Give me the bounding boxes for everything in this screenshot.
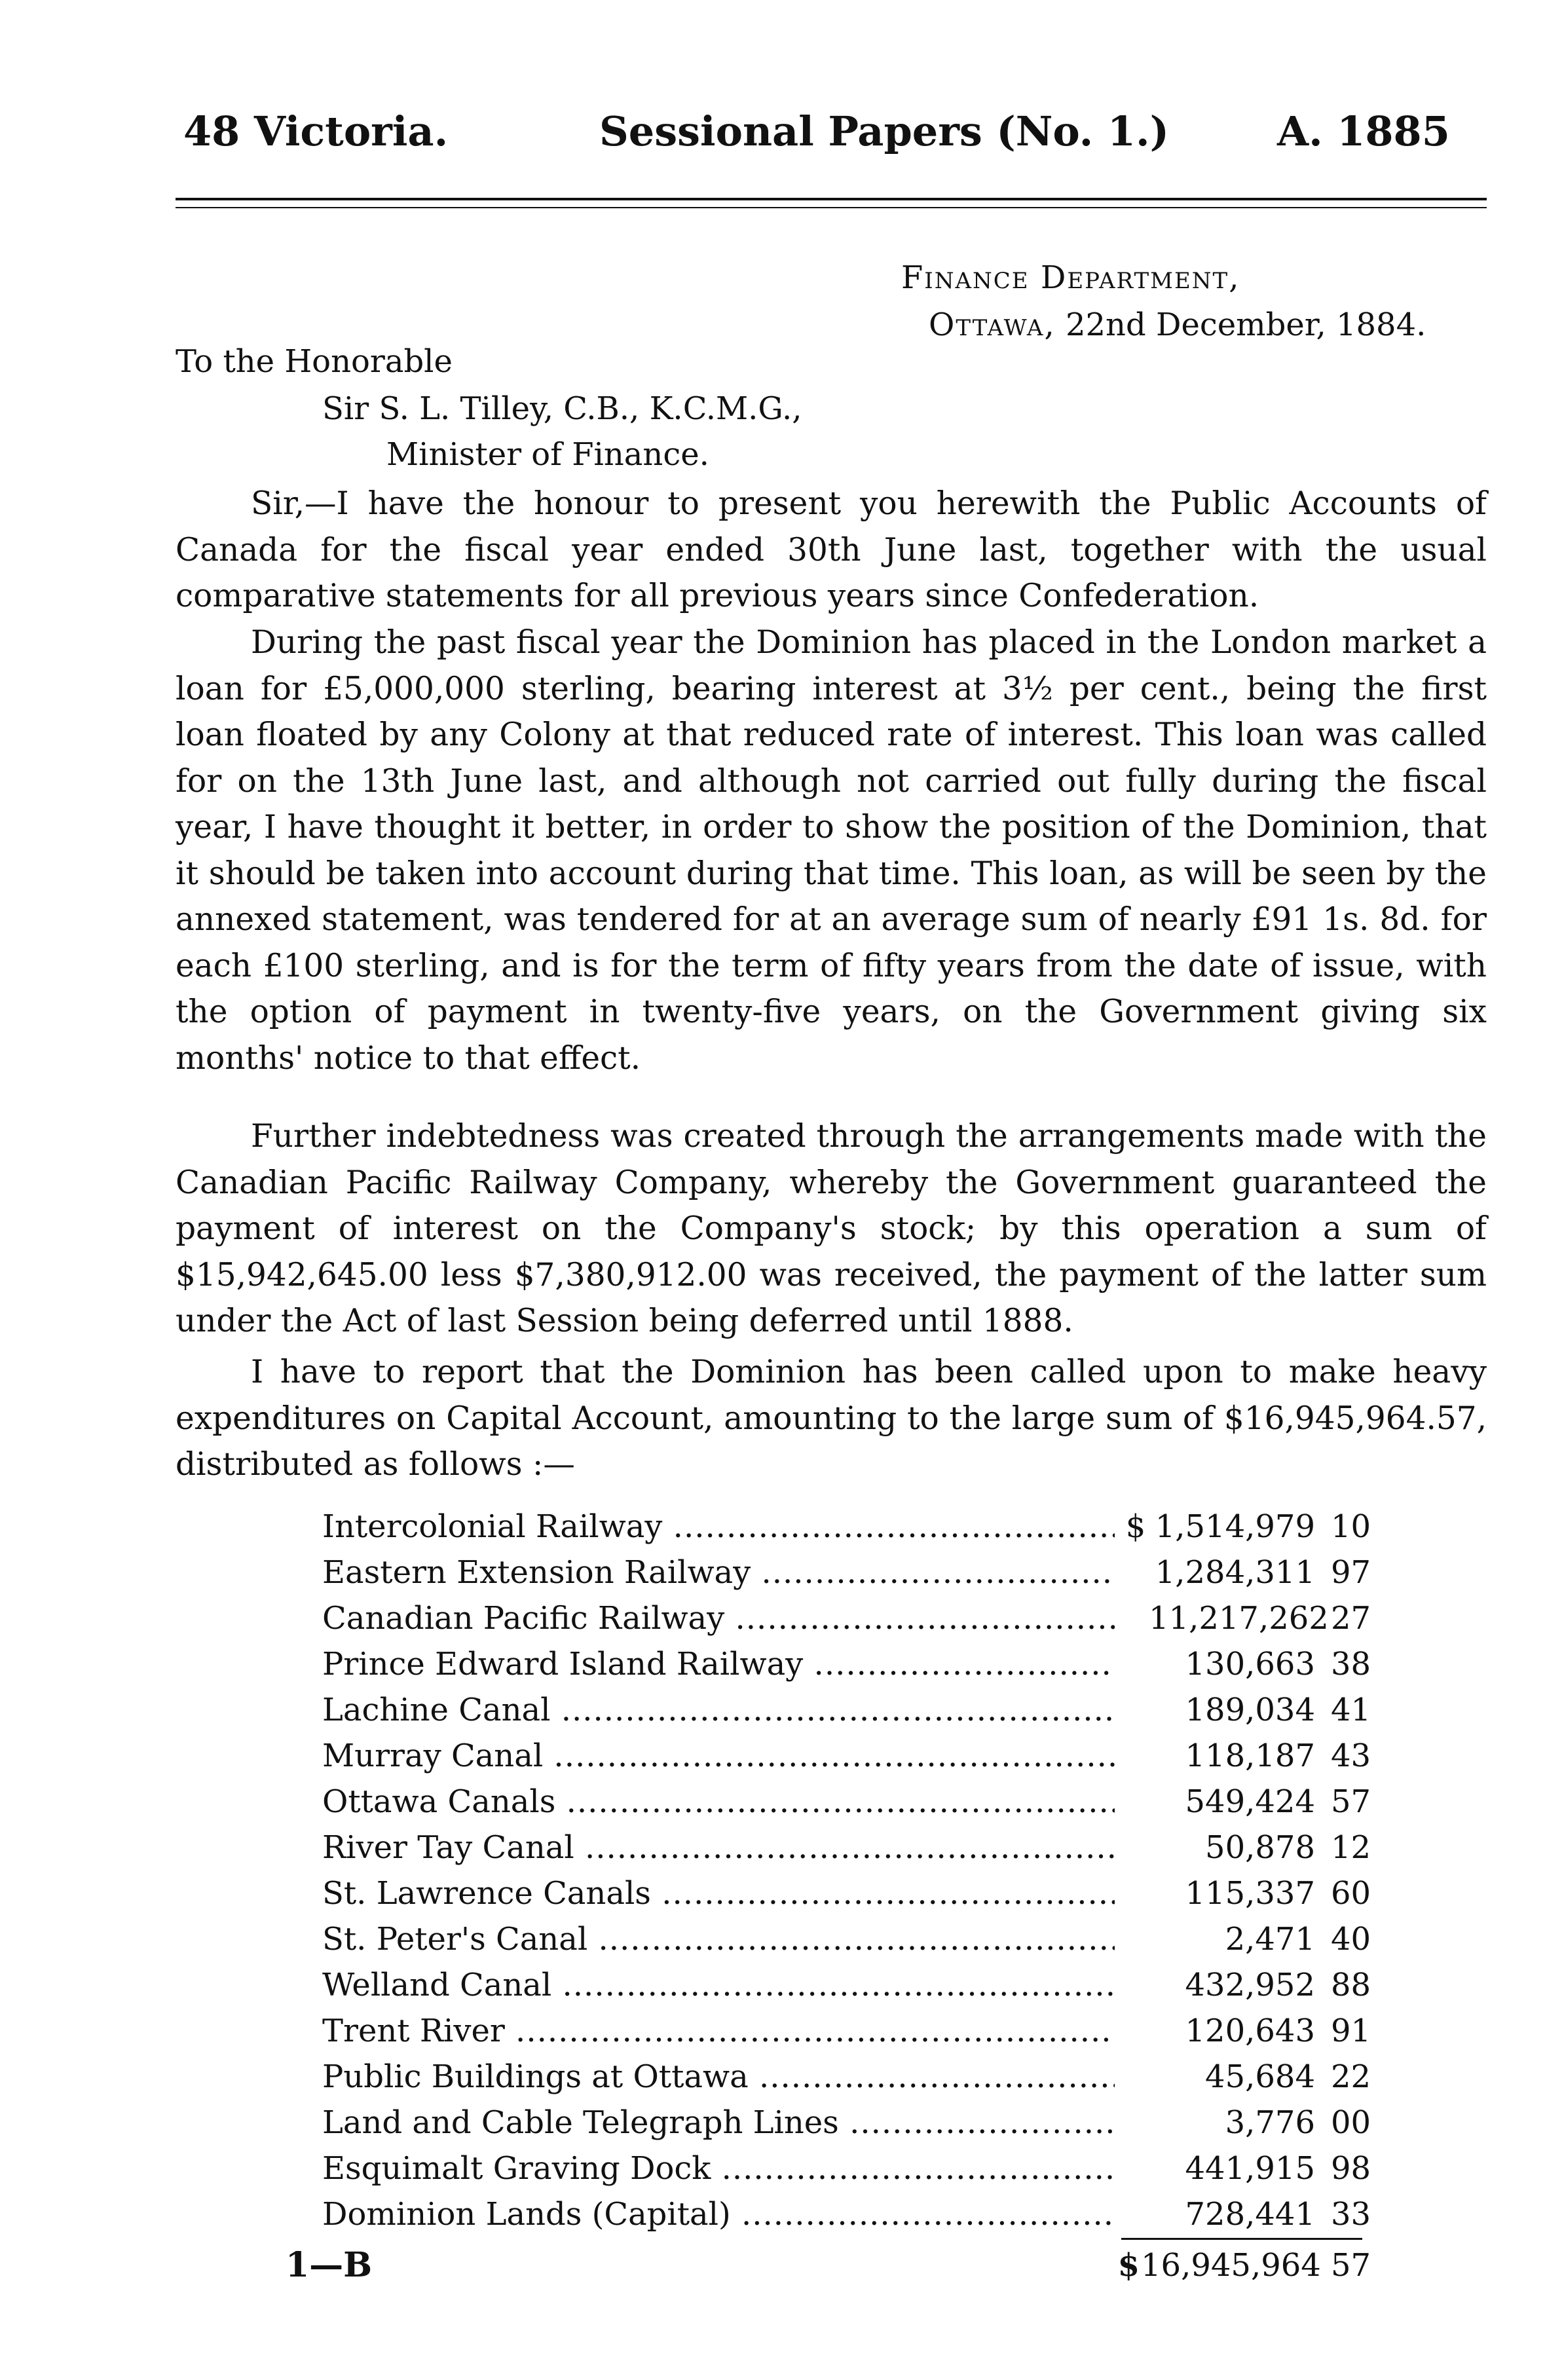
item-dollars: 115,337 — [1185, 1875, 1315, 1912]
paragraph-loan: During the past fiscal year the Dominion has placed in the London market a loan for £5,000,000 sterling, bearing interest at 3½ per cent., being the first loan floated by any Colony at that reduced rate of interest. This loan was called for on the 13th June last, and although not carried out fully during the fiscal year, I have thought it better, in order to show the position of the Dominion, that it should be taken into account during that time. This loan, as will be seen by the annexed statement, was tendered for at an average sum of nearly £91 1s. 8d. for each £100 sterling, and is for the term of fifty years from the date of issue, with the option of payment in twenty-five years, on the Government giving six months' notice to that effect. — [176, 624, 1487, 1077]
paragraph-intro: Sir,—I have the honour to present you herewith the Public Accounts of Canada for the fiscal year ended 30th June last, together with the usual comparative statements for all previous years since Confederation. — [176, 485, 1487, 614]
item-cents: 88 — [1331, 1967, 1371, 2003]
item-label: Dominion Lands (Capital) ..... — [322, 2191, 1115, 2239]
table-row — [322, 1732, 1371, 1780]
table-row — [322, 1549, 1371, 1597]
address-to: To the Honorable — [176, 343, 453, 380]
item-dollars: 3,776 — [1225, 2104, 1315, 2141]
item-dollars: 2,471 — [1225, 1921, 1315, 1958]
item-cents: 57 — [1331, 1783, 1371, 1820]
item-dollars: 120,643 — [1185, 2013, 1315, 2049]
item-label: Canadian Pacific Railway ..... — [322, 1595, 1115, 1643]
item-cents: 91 — [1331, 2013, 1371, 2049]
item-dollars: 189,034 — [1185, 1692, 1315, 1728]
table-row — [322, 1962, 1371, 2009]
item-cents: 40 — [1331, 1921, 1371, 1958]
item-cents: 41 — [1331, 1692, 1371, 1728]
item-label: Prince Edward Island Railway ..... — [322, 1641, 1115, 1688]
table-row — [322, 1870, 1371, 1918]
item-dollars: 432,952 — [1185, 1967, 1315, 2003]
item-dollars: 1,514,979 — [1155, 1508, 1315, 1545]
item-label: Murray Canal ..... — [322, 1732, 1115, 1780]
item-label: Welland Canal ..... — [322, 1962, 1115, 2009]
item-dollars: 441,915 — [1185, 2150, 1315, 2187]
item-dollars: 118,187 — [1185, 1738, 1315, 1774]
table-row — [322, 1824, 1371, 1872]
currency-symbol: $ — [1125, 1508, 1146, 1545]
item-cents: 00 — [1331, 2104, 1371, 2141]
item-cents: 38 — [1331, 1646, 1371, 1683]
item-label: Lachine Canal ..... — [322, 1686, 1115, 1734]
item-cents: 27 — [1331, 1600, 1371, 1637]
table-row — [322, 1595, 1371, 1643]
item-cents: 22 — [1331, 2058, 1371, 2095]
header-year: A. 1885 — [1277, 107, 1450, 155]
item-dollars: 45,684 — [1205, 2058, 1315, 2095]
item-label: St. Lawrence Canals ..... — [322, 1870, 1115, 1918]
item-cents: 43 — [1331, 1738, 1371, 1774]
table-row — [322, 1641, 1371, 1688]
header-volume: 48 Victoria. — [183, 107, 449, 155]
paragraph-indebtedness: Further indebtedness was created through the arrangements made with the Canadian Pacific Railway Company, whereby the Government guaranteed the payment of interest on the Company's stock; by this operation a sum of $15,942,645.00 less $7,380,912.00 was received, the payment of the latter sum under the Act of last Session being deferred until 1888. — [176, 1118, 1487, 1339]
paragraph-expenditures: I have to report that the Dominion has been called upon to make heavy expenditures on Capital Account, amounting to the large sum of $16,945,964.57, distributed as follows :— — [176, 1354, 1487, 1483]
item-label: Trent River ..... — [322, 2007, 1115, 2055]
table-row — [322, 1686, 1371, 1734]
item-cents: 97 — [1331, 1554, 1371, 1591]
item-cents: 60 — [1331, 1875, 1371, 1912]
item-cents: 33 — [1331, 2196, 1371, 2233]
item-label: Intercolonial Railway ..... — [322, 1503, 1115, 1551]
header-title: Sessional Papers (No. 1.) — [599, 107, 1169, 155]
address-name: Sir S. L. Tilley, C.B., K.C.M.G., — [322, 390, 802, 427]
item-dollars: 50,878 — [1205, 1829, 1315, 1866]
total-currency-symbol: $ — [1117, 2247, 1140, 2284]
table-row — [322, 2145, 1371, 2193]
dateline-place-date: Ottawa, 22nd December, 1884. — [929, 307, 1426, 343]
item-label: Esquimalt Graving Dock ..... — [322, 2145, 1115, 2193]
item-dollars: 1,284,311 — [1155, 1554, 1315, 1591]
item-label: Ottawa Canals ..... — [322, 1778, 1115, 1826]
item-dollars: 728,441 — [1185, 2196, 1315, 2233]
table-row — [322, 2191, 1371, 2239]
item-dollars: 549,424 — [1185, 1783, 1315, 1820]
item-label: Land and Cable Telegraph Lines ..... — [322, 2099, 1115, 2147]
item-cents: 12 — [1331, 1829, 1371, 1866]
table-row — [322, 1778, 1371, 1826]
item-label: River Tay Canal ..... — [322, 1824, 1115, 1872]
item-label: St. Peter's Canal ..... — [322, 1916, 1115, 1963]
total-cents: 57 — [1331, 2247, 1371, 2284]
total-dollars: 16,945,964 — [1141, 2247, 1321, 2284]
total-rule — [1121, 2238, 1362, 2240]
header-rule-thin — [176, 207, 1487, 208]
item-cents: 98 — [1331, 2150, 1371, 2187]
table-row — [322, 1503, 1371, 1551]
item-dollars: 11,217,262 — [1149, 1600, 1329, 1637]
table-row — [322, 2099, 1371, 2147]
dateline-department: Finance Department, — [901, 259, 1240, 296]
item-label: Public Buildings at Ottawa ..... — [322, 2053, 1115, 2101]
signature-mark: 1—B — [286, 2245, 373, 2285]
item-label: Eastern Extension Railway ..... — [322, 1549, 1115, 1597]
table-row — [322, 2007, 1371, 2055]
address-title: Minister of Finance. — [386, 436, 709, 473]
table-row — [322, 2053, 1371, 2101]
header-rule — [176, 198, 1487, 200]
table-row — [322, 1916, 1371, 1963]
item-cents: 10 — [1331, 1508, 1371, 1545]
item-dollars: 130,663 — [1185, 1646, 1315, 1683]
